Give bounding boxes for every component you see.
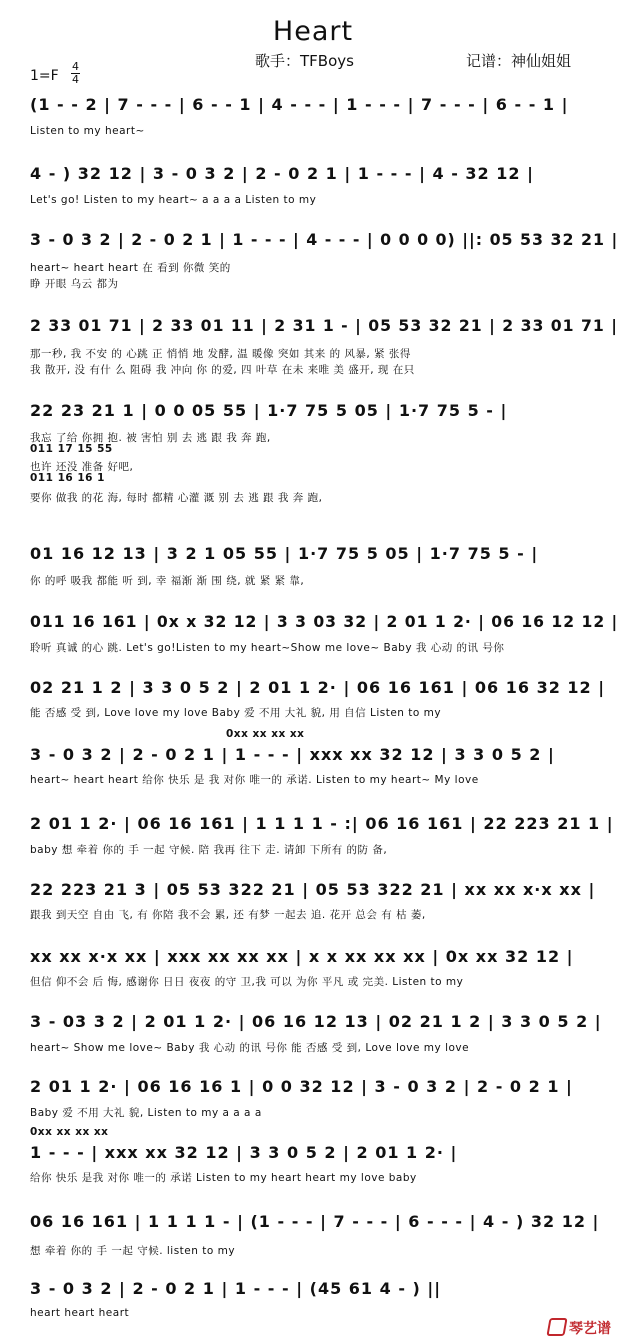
notation-line: 22 223 21 3 | 05 53 322 21 | 05 53 322 21 | xx xx x·x xx |	[30, 880, 596, 899]
notation-line: 2 01 1 2· | 06 16 16 1 | 0 0 32 12 | 3 - 0 3 2 | 2 - 0 2 1 |	[30, 1077, 573, 1096]
lyric-line: heart~ Show me love~ Baby 我 心动 的讯 号你 能 否感 受 到, Love love my love	[30, 1042, 470, 1054]
lyric-line: 想 牵着 你的 手 一起 守候. listen to my	[30, 1245, 236, 1257]
score-row	[0, 878, 626, 906]
time-top: 4	[72, 60, 79, 73]
score-row	[0, 610, 626, 638]
notation-line: xx xx x·x xx | xxx xx xx xx | x x xx xx xx | 0x xx 32 12 |	[30, 947, 574, 966]
notation-line: 1 - - - | xxx xx 32 12 | 3 3 0 5 2 | 2 01 1 2· |	[30, 1143, 458, 1162]
lyric-line: Let's go! Listen to my heart~ a a a a Listen to my	[30, 194, 317, 206]
time-signature	[71, 62, 80, 85]
notation-line: 3 - 0 3 2 | 2 - 0 2 1 | 1 - - - | 4 - - - | 0 0 0 0) ||: 05 53 32 21 |	[30, 230, 619, 249]
watermark-logo	[548, 1318, 611, 1338]
score-row	[0, 743, 626, 771]
notation-line: 4 - ) 32 12 | 3 - 0 3 2 | 2 - 0 2 1 | 1 - - - | 4 - 32 12 |	[30, 164, 534, 183]
notation-line: 2 01 1 2· | 06 16 161 | 1 1 1 1 - :| 06 16 161 | 22 223 21 1 |	[30, 814, 614, 833]
notation-line: 3 - 0 3 2 | 2 - 0 2 1 | 1 - - - | xxx xx 32 12 | 3 3 0 5 2 |	[30, 745, 555, 764]
lyric-line: heart~ heart heart 在 看到 你微 笑的	[30, 262, 231, 274]
alt-notation: 011 17 15 55	[30, 443, 113, 455]
notation-line: (1 - - 2 | 7 - - - | 6 - - 1 | 4 - - - | 1 - - - | 7 - - - | 6 - - 1 |	[30, 95, 569, 114]
notation-line: 02 21 1 2 | 3 3 0 5 2 | 2 01 1 2· | 06 16 161 | 06 16 32 12 |	[30, 678, 606, 697]
score-row	[0, 812, 626, 840]
score-row	[0, 945, 626, 973]
lyric-line: 但信 仰不会 后 悔, 感谢你 日日 夜夜 的守 卫,我 可以 为你 平凡 或 完美. Listen to my	[30, 976, 464, 988]
score-row	[0, 1277, 626, 1305]
lyric-line: 聆听 真诚 的心 跳. Let's go!Listen to my heart~Show me love~ Baby 我 心动 的讯 号你	[30, 642, 505, 654]
score-row	[0, 314, 626, 342]
song-title: Heart	[272, 16, 354, 47]
notation-line: 011 16 161 | 0x x 32 12 | 3 3 03 32 | 2 01 1 2· | 06 16 12 12 |	[30, 612, 619, 631]
lyric-line: 我 散开, 没 有什 么 阻碍 我 冲向 你 的爱, 四 叶草 在未 来唯 美 盛开, 现 在只	[30, 364, 415, 376]
x-rhythm-overlay: 0xx xx xx xx	[226, 728, 305, 740]
lyric-line: 你 的呼 吸我 都能 听 到, 幸 福渐 渐 围 绕, 就 紧 紧 靠,	[30, 575, 305, 587]
singer-credit: 歌手：TFBoys	[255, 52, 354, 70]
score-row	[0, 162, 626, 190]
lyric-line: 给你 快乐 是我 对你 唯一的 承诺 Listen to my heart heart my love baby	[30, 1172, 417, 1184]
score-row	[0, 228, 626, 256]
lyric-line: 睁 开眼 乌云 都为	[30, 278, 119, 290]
x-rhythm-overlay: 0xx xx xx xx	[30, 1126, 109, 1138]
notation-line: 2 33 01 71 | 2 33 01 11 | 2 31 1 - | 05 53 32 21 | 2 33 01 71 |	[30, 316, 618, 335]
notation-line: 3 - 0 3 2 | 2 - 0 2 1 | 1 - - - | (45 61 4 - ) ||	[30, 1279, 442, 1298]
score-row	[0, 1010, 626, 1038]
lyric-line: 我忘 了给 你拥 抱. 被 害怕 别 去 逃 跟 我 奔 跑,	[30, 432, 271, 444]
lyric-line: 跟我 到天空 自由 飞, 有 你陪 我不会 累, 还 有梦 一起去 追. 花开 总会 有 枯 萎,	[30, 909, 426, 921]
time-bottom: 4	[72, 73, 79, 86]
score-row	[0, 676, 626, 704]
score-row	[0, 1075, 626, 1103]
score-row	[0, 93, 626, 121]
lyric-line: heart heart heart	[30, 1307, 130, 1319]
score-row	[0, 399, 626, 427]
lyric-line: Baby 爱 不用 大礼 貌, Listen to my a a a a	[30, 1107, 262, 1119]
lyric-line: 也许 还没 准备 好吧,	[30, 461, 134, 473]
scribe-credit: 记谱：神仙姐姐	[466, 52, 572, 70]
lyric-line: Listen to my heart~	[30, 125, 145, 137]
lyric-line: baby 想 牵着 你的 手 一起 守候. 陪 我再 往下 走. 请卸 下所有 的防 备,	[30, 844, 388, 856]
alt-notation: 011 16 16 1	[30, 472, 105, 484]
score-row	[0, 542, 626, 570]
key-signature: 1=F	[30, 68, 59, 84]
notation-line: 22 23 21 1 | 0 0 05 55 | 1·7 75 5 05 | 1·7 75 5 - |	[30, 401, 508, 420]
watermark-text: 琴艺谱	[569, 1321, 611, 1337]
lyric-line: 那一秒, 我 不安 的 心跳 正 悄悄 地 发酵, 温 暖像 突如 其来 的 风暴, 紧 张得	[30, 348, 411, 360]
lyric-line: 要你 做我 的花 海, 每时 都精 心灌 溉 别 去 逃 跟 我 奔 跑,	[30, 492, 323, 504]
lyric-line: 能 否感 受 到, Love love my love Baby 爱 不用 大礼 貌, 用 自信 Listen to my	[30, 707, 442, 719]
lyric-line: heart~ heart heart 给你 快乐 是 我 对你 唯一的 承诺. Listen to my heart~ My love	[30, 774, 479, 786]
score-row	[0, 1141, 626, 1169]
score-row	[0, 1210, 626, 1238]
notation-line: 3 - 03 3 2 | 2 01 1 2· | 06 16 12 13 | 02 21 1 2 | 3 3 0 5 2 |	[30, 1012, 602, 1031]
logo-icon	[546, 1318, 567, 1336]
notation-line: 01 16 12 13 | 3 2 1 05 55 | 1·7 75 5 05 | 1·7 75 5 - |	[30, 544, 539, 563]
notation-line: 06 16 161 | 1 1 1 1 - | (1 - - - | 7 - - - | 6 - - - | 4 - ) 32 12 |	[30, 1212, 600, 1231]
